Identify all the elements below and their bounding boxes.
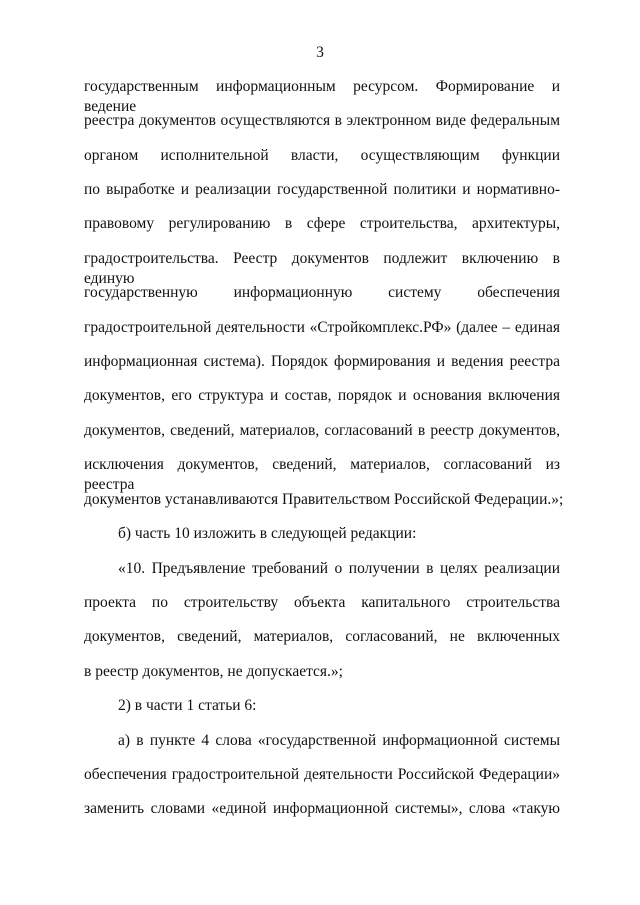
text-line: заменить словами «единой информационной системы», слова «такую	[84, 800, 560, 817]
text-line: документов, сведений, материалов, согласований в реестр документов,	[84, 422, 560, 439]
text-line: 2) в части 1 статьи 6:	[118, 697, 257, 714]
text-line: по выработке и реализации государственной политики и нормативно-	[84, 181, 560, 198]
text-line: органом исполнительной власти, осуществляющим функции	[84, 147, 560, 164]
text-line: государственную информационную систему обеспечения	[84, 284, 560, 301]
text-line: документов, его структура и состав, порядок и основания включения	[84, 387, 560, 404]
text-line: градостроительной деятельности «Стройкомплекс.РФ» (далее – единая	[84, 319, 560, 336]
text-line: а) в пункте 4 слова «государственной информационной системы	[118, 732, 560, 749]
text-line: информационная система). Порядок формирования и ведения реестра	[84, 353, 560, 370]
text-line: правовому регулированию в сфере строительства, архитектуры,	[84, 215, 560, 232]
text-line: градостроительства. Реестр документов подлежит включению в единую	[84, 250, 560, 287]
text-line: проекта по строительству объекта капитального строительства	[84, 594, 560, 611]
text-line: «10. Предъявление требований о получении в целях реализации	[118, 560, 560, 577]
text-line: в реестр документов, не допускается.»;	[84, 663, 343, 680]
text-line: документов устанавливаются Правительством Российской Федерации.»;	[84, 491, 564, 508]
text-line: документов, сведений, материалов, согласований, не включенных	[84, 628, 560, 645]
text-line: реестра документов осуществляются в электронном виде федеральным	[84, 112, 560, 129]
page-number: 3	[316, 44, 324, 61]
text-line: б) часть 10 изложить в следующей редакции:	[118, 525, 417, 542]
text-line: исключения документов, сведений, материалов, согласований из реестра	[84, 456, 560, 493]
text-line: обеспечения градостроительной деятельности Российской Федерации»	[84, 766, 560, 783]
text-line: государственным информационным ресурсом. Формирование и ведение	[84, 78, 560, 115]
